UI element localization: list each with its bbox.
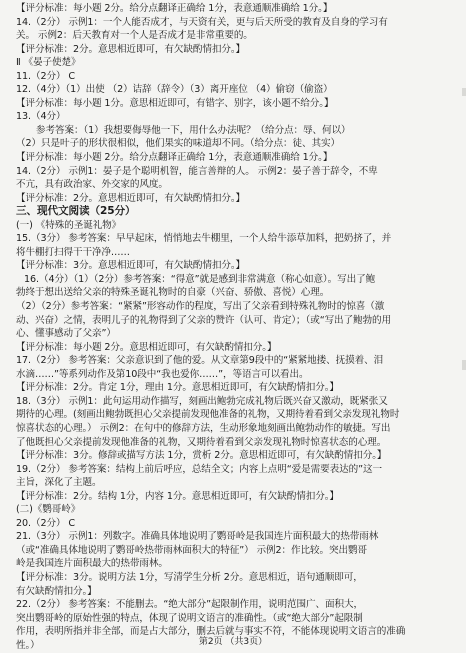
text-line: 突出鹦哥岭的原始性强的特点，体现了说明文语言的准确性。（或“绝大部分”起限制 xyxy=(16,612,363,624)
page-footer: 第2页 （共3页） xyxy=(198,637,268,647)
text-line: 【评分标准：2分。肯定 1分，理由 1分。意思相近即可，有欠缺酌情扣分。】 xyxy=(16,382,339,394)
subsection-heading: (一) 《特殊的圣诞礼物》 xyxy=(16,219,122,231)
text-line: 不亢，具有政治家、外交家的风度。 xyxy=(16,179,168,191)
text-line: 18.（3分） 示例1：此句运用动作描写，刻画出鲍勃完成礼物后既兴奋又激动，既紧张又 xyxy=(16,395,388,407)
text-line: 【评分标准：3分。说明方法 1分，写清学生分析 2分。意思相近，语句通顺即可， xyxy=(16,571,363,583)
text-line: （或“准确具体地说明了鹦哥岭热带雨林面积大的特征”） 示例2：作比较。突出鹦哥 xyxy=(16,544,367,556)
text-line: 14.（2分） 示例1：晏子是个聪明机智，能言善辩的人。 示例2：晏子善于辞令，不卑 xyxy=(16,165,378,177)
text-line: 作用，表明所指并非全部，而是占大部分，删去后就与事实不符，不能体现说明文语言的准确 xyxy=(16,626,406,638)
text-line: 心、懂事感动了父亲”） xyxy=(16,328,116,340)
subsection-heading: (二)《鹦哥岭》 xyxy=(16,504,81,516)
text-line: 17.（2分） 参考答案：父亲意识到了他的爱。从文章第9段中的“紧紧地搂、抚摸着、泪 xyxy=(16,355,384,367)
text-line: 12.（4分）（1）出使 （2）诘辞（辞令）（3）离开座位 （4）偷窃（偷盗） xyxy=(16,84,333,96)
text-line: 21.（3分） 示例1：列数字。准确具体地说明了鹦哥岭是我国连片面积最大的热带雨林 xyxy=(16,531,379,543)
text-line: 【评分标准：2分。意思相近即可，有欠缺酌情扣分。】 xyxy=(16,192,246,204)
text-line: （2）（2分）参考答案：“紧紧”形容动作的程度，写出了父亲看到特殊礼物时的惊喜（激 xyxy=(16,301,385,313)
text-line: 有欠缺酌情扣分。】 xyxy=(16,585,97,597)
text-line: 水滴……”等系列动作及第10段中“我也爱你……”，等语言可以看出。 xyxy=(16,368,309,380)
text-line: 【评分标准：3分。意思相近即可，有欠缺酌情扣分。】 xyxy=(16,260,246,272)
text-line: 【评分标准：2分。结构 1分，内容 1分。意思相近即可，有欠缺酌情扣分。】 xyxy=(16,490,339,502)
text-line: 【评分标准：每小题 2分。给分点翻译正确给 1分，表意通顺准确给 1分。】 xyxy=(16,152,333,164)
text-line: 性。） xyxy=(16,639,40,651)
text-line: 【评分标准：每小题 2分。意思相近即可，有欠缺酌情扣分。】 xyxy=(16,341,277,353)
section-heading: Ⅱ 《晏子使楚》 xyxy=(16,57,81,69)
text-line: 主旨，深化了主题。 xyxy=(16,477,102,489)
text-line: 岭是我国连片面积最大的热带雨林。 xyxy=(16,558,168,570)
text-line: 【评分标准：2分。意思相近即可，有欠缺酌情扣分。】 xyxy=(16,43,246,55)
text-line: （2）只是叶子的形状很相似，他们果实的味道却不同。（给分点：徒、其实） xyxy=(16,138,340,150)
text-line: 14.（2分） 示例1：一个人能否成才，与天资有关，更与后天所受的教育及自身的学习有 xyxy=(16,16,388,28)
scan-edge-mark xyxy=(462,88,466,96)
scan-edge-mark xyxy=(462,360,466,370)
text-line: 22.（2分） 参考答案：不能删去。“绝大部分”起限制作用，说明范围广、面积大， xyxy=(16,599,363,611)
text-line: 关。 示例2：后天教育对一个人是否成才是非常重要的。 xyxy=(16,30,253,42)
text-line: 【评分标准：每小题 1分。意思相近即可，有错字、别字，该小题不给分。】 xyxy=(16,97,334,109)
text-line: 11.（2分） C xyxy=(16,70,75,82)
text-line: 【评分标准：每小题 2分。给分点翻译正确给 1分，表意通顺准确给 1分。】 xyxy=(16,3,333,14)
text-line: 参考答案：（1）我想要侮辱他一下，用什么办法呢？（给分点：辱、何以） xyxy=(36,124,351,136)
text-line: 了他既担心父亲提前发现他准备的礼物，又期待着看到父亲发现礼物时惊喜状态的心理。 xyxy=(16,436,387,448)
text-line: 20.（2分） C xyxy=(16,517,75,529)
text-line: 13.（4分） xyxy=(16,111,66,123)
text-line: 期待的心理。(刻画出鲍勃既担心父亲提前发现他准备的礼物，又期待着看到父亲发现礼物时 xyxy=(16,409,400,421)
text-line: 动、兴奋）之情，表明儿子的礼物得到了父亲的赞许（认可、肯定）；（或“写出了鲍勃的用 xyxy=(16,314,392,326)
text-line: 19.（2分） 参考答案：结构上前后呼应，总结全文；内容上点明“爱是需要表达的”这一 xyxy=(16,463,382,475)
text-line: 【评分标准：3分。修辞或描写方法 1分，赏析 2分。意思相近即可，有欠缺酌情扣分。】 xyxy=(16,450,387,462)
text-line: 15.（3分） 参考答案：早早起床，悄悄地去牛棚里，一个人给牛添草加料，把奶挤了，并 xyxy=(16,233,392,245)
text-line: 将牛棚打扫得干干净净…… xyxy=(16,246,130,258)
text-line: 勃终于想出送给父亲的特殊圣诞礼物时的自豪（兴奋、骄傲、喜悦）心理。 xyxy=(16,287,330,299)
section-heading: 三、现代文阅读（25分） xyxy=(16,205,136,218)
text-line: 16.（4分）（1）（2分）参考答案：“得意”就是感到非常满意（称心如意）。写出了鲍 xyxy=(24,273,376,285)
text-line: 惊喜状态的心理。） 示例2：在句中的修辞方法，生动形象地刻画出鲍勃动作的敏捷。写出 xyxy=(16,422,391,434)
